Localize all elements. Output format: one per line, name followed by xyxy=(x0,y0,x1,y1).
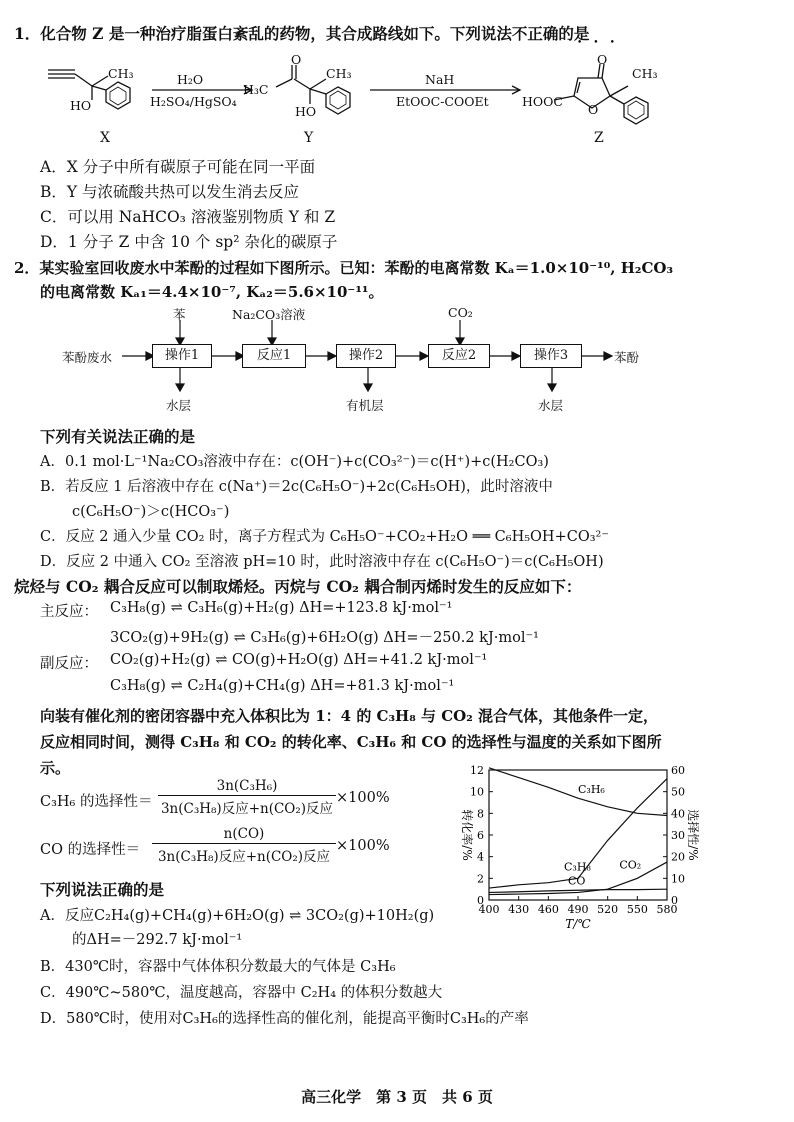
flow-box-r1: 反应1 xyxy=(242,344,306,368)
sel1-numerator: 3n(C₃H₆) xyxy=(158,778,336,796)
y-left-tick-label: 4 xyxy=(477,850,484,864)
q3-option-a-cont: 的ΔH=－292.7 kJ·mol⁻¹ xyxy=(72,932,243,948)
x-tick-label: 400 xyxy=(478,903,500,916)
flow-output-organic: 有机层 xyxy=(346,398,384,413)
sel1-label: C₃H₆ 的选择性＝ xyxy=(40,794,153,810)
sel2-fraction xyxy=(152,826,336,865)
series-label: CO₂ xyxy=(619,858,642,872)
sel2-times: ×100% xyxy=(336,838,390,854)
y-ch3: CH₃ xyxy=(326,66,352,81)
conversion-selectivity-chart xyxy=(455,760,700,940)
q3-option-d: D．580℃时，使用对C₃H₆的选择性高的催化剂，能提高平衡时C₃H₆的产率 xyxy=(40,1011,529,1027)
sel1-times: ×100% xyxy=(336,790,390,806)
y-ho: HO xyxy=(295,104,317,119)
flow-input-benzene: 苯 xyxy=(173,307,186,322)
x-tick-label: 580 xyxy=(656,903,678,916)
z-ring-o: O xyxy=(588,102,599,117)
z-ch3: CH₃ xyxy=(632,66,658,81)
q2-stem-line1: 2．某实验室回收废水中苯酚的过程如下图所示。已知：苯酚的电离常数 Kₐ＝1.0×10⁻¹⁰, H₂CO₃ xyxy=(14,259,674,277)
series-label: C₃H₆ xyxy=(578,783,605,797)
sel1-denominator: 3n(C₃H₈)反应+n(CO₂)反应 xyxy=(160,801,334,817)
sel2-denominator: 3n(C₃H₈)反应+n(CO₂)反应 xyxy=(157,849,331,865)
flow-output-water2: 水层 xyxy=(538,398,564,413)
x-axis-label: T/℃ xyxy=(565,917,591,931)
flow-box-op3: 操作3 xyxy=(520,344,582,368)
q3-reaction-4: C₃H₈(g) ⇌ C₂H₄(g)+CH₄(g) ΔH=+81.3 kJ·mol⁻¹ xyxy=(110,678,455,694)
z-hooc: HOOC xyxy=(522,94,563,109)
flow-output-water1: 水层 xyxy=(166,398,192,413)
y-left-tick-label: 12 xyxy=(470,764,484,777)
y-right-tick-label: 60 xyxy=(671,764,685,777)
flow-end: 苯酚 xyxy=(614,350,640,365)
label-z: Z xyxy=(594,130,604,146)
q1-option-c: C．可以用 NaHCO₃ 溶液鉴别物质 Y 和 Z xyxy=(40,208,336,226)
flow-input-co2: CO₂ xyxy=(448,305,473,320)
sel2-numerator: n(CO) xyxy=(152,826,336,844)
y-h3c: H₃C xyxy=(243,82,269,97)
y-left-tick-label: 0 xyxy=(477,894,484,907)
x-tick-label: 520 xyxy=(597,903,619,916)
arrow2-bottom: EtOOC-COOEt xyxy=(396,94,489,109)
y-right-tick-label: 40 xyxy=(671,807,685,821)
q3-option-b: B．430℃时，容器中气体体积分数最大的气体是 C₃H₆ xyxy=(40,959,396,975)
series-label: C₃H₈ xyxy=(564,860,591,874)
flow-box-op1: 操作1 xyxy=(152,344,212,368)
q1-stem: 1．化合物 Z 是一种治疗脂蛋白紊乱的药物，其合成路线如下。下列说法不正确的是 xyxy=(14,24,590,43)
y-o: O xyxy=(291,52,302,67)
y-left-tick-label: 2 xyxy=(477,872,484,886)
series-label: CO xyxy=(568,874,586,888)
y-right-tick-label: 50 xyxy=(671,785,685,799)
flow-box-op2: 操作2 xyxy=(336,344,396,368)
x-tick-label: 430 xyxy=(508,903,530,916)
q2-option-c: C．反应 2 通入少量 CO₂ 时，离子方程式为 C₆H₅O⁻+CO₂+H₂O ══ C₆H₅OH+CO₃²⁻ xyxy=(40,529,609,545)
q3-desc-2: 反应相同时间，测得 C₃H₈ 和 CO₂ 的转化率、C₃H₆ 和 CO 的选择性与温度的关系如下图所 xyxy=(40,733,662,751)
y-left-tick-label: 6 xyxy=(477,829,484,842)
y-right-tick-label: 30 xyxy=(671,829,685,842)
flow-box-r2: 反应2 xyxy=(428,344,490,368)
synthesis-scheme xyxy=(30,52,730,152)
q2-option-a: A．0.1 mol·L⁻¹Na₂CO₃溶液中存在：c(OH⁻)+c(CO₃²⁻)＝c(H⁺)+c(H₂CO₃) xyxy=(40,454,549,470)
q3-desc-1: 向装有催化剂的密闭容器中充入体积比为 1：4 的 C₃H₈ 与 CO₂ 混合气体，其他条件一定， xyxy=(40,707,659,725)
q2-option-b-cont: c(C₆H₅O⁻)＞c(HCO₃⁻) xyxy=(72,504,230,520)
q1-option-d: D．1 分子 Z 中含 10 个 sp² 杂化的碳原子 xyxy=(40,233,338,251)
y-left-tick-label: 8 xyxy=(477,807,484,821)
q3-reaction-1: C₃H₈(g) ⇌ C₃H₆(g)+H₂(g) ΔH=+123.8 kJ·mol⁻¹ xyxy=(110,600,453,616)
q3-prompt: 下列说法正确的是 xyxy=(40,880,165,899)
flow-input-na2co3: Na₂CO₃溶液 xyxy=(232,307,306,322)
x-tick-label: 490 xyxy=(567,903,589,916)
q3-side-label: 副反应： xyxy=(40,656,98,672)
q3-option-a: A．反应C₂H₄(g)+CH₄(g)+6H₂O(g) ⇌ 3CO₂(g)+10H₂(g) xyxy=(40,908,435,924)
y-right-tick-label: 20 xyxy=(671,850,685,864)
flow-start: 苯酚废水 xyxy=(62,350,113,365)
y-left-axis-label: 转化率/% xyxy=(460,809,474,861)
x-oh: HO xyxy=(70,98,92,113)
x-ch3: CH₃ xyxy=(108,66,134,81)
x-tick-label: 460 xyxy=(537,903,559,916)
q3-reaction-2: 3CO₂(g)+9H₂(g) ⇌ C₃H₆(g)+6H₂O(g) ΔH=－250.2 kJ·mol⁻¹ xyxy=(110,630,539,646)
q3-stem: 烷烃与 CO₂ 耦合反应可以制取烯烃。丙烷与 CO₂ 耦合制丙烯时发生的反应如下： xyxy=(14,577,582,596)
label-y: Y xyxy=(304,130,314,146)
y-right-axis-label: 选择性/% xyxy=(686,809,700,861)
page-footer: 高三化学 第 3 页 共 6 页 xyxy=(301,1088,493,1106)
emphasis-dots: ••• xyxy=(577,38,626,48)
x-tick-label: 550 xyxy=(626,903,648,916)
q3-reaction-3: CO₂(g)+H₂(g) ⇌ CO(g)+H₂O(g) ΔH=+41.2 kJ·mol⁻¹ xyxy=(110,652,488,668)
flow-arrows xyxy=(0,300,794,410)
y-right-tick-label: 0 xyxy=(671,894,678,907)
sel2-label: CO 的选择性＝ xyxy=(40,842,141,858)
q1-option-b: B．Y 与浓硫酸共热可以发生消去反应 xyxy=(40,183,300,201)
q2-option-b: B．若反应 1 后溶液中存在 c(Na⁺)＝2c(C₆H₅O⁻)+2c(C₆H₅OH)，此时溶液中 xyxy=(40,479,553,495)
q2-option-d: D．反应 2 中通入 CO₂ 至溶液 pH=10 时，此时溶液中存在 c(C₆H₅O⁻)＝c(C₆H₅OH) xyxy=(40,554,604,570)
sel1-fraction xyxy=(158,778,336,817)
q3-desc-3: 示。 xyxy=(40,759,71,777)
arrow1-top: H₂O xyxy=(177,72,204,87)
arrow1-bottom: H₂SO₄/HgSO₄ xyxy=(150,94,237,109)
q1-option-a: A．X 分子中所有碳原子可能在同一平面 xyxy=(40,158,316,176)
label-x: X xyxy=(100,130,110,146)
y-left-tick-label: 10 xyxy=(470,785,484,799)
q2-prompt: 下列有关说法正确的是 xyxy=(40,427,196,446)
z-o: O xyxy=(597,52,608,67)
q2-stem-line2: 的电离常数 Kₐ₁＝4.4×10⁻⁷, Kₐ₂＝5.6×10⁻¹¹。 xyxy=(40,283,384,301)
q3-main-label: 主反应： xyxy=(40,604,98,620)
arrow2-top: NaH xyxy=(425,72,455,87)
q3-option-c: C．490℃~580℃，温度越高，容器中 C₂H₄ 的体积分数越大 xyxy=(40,985,443,1001)
y-right-tick-label: 10 xyxy=(671,872,685,886)
